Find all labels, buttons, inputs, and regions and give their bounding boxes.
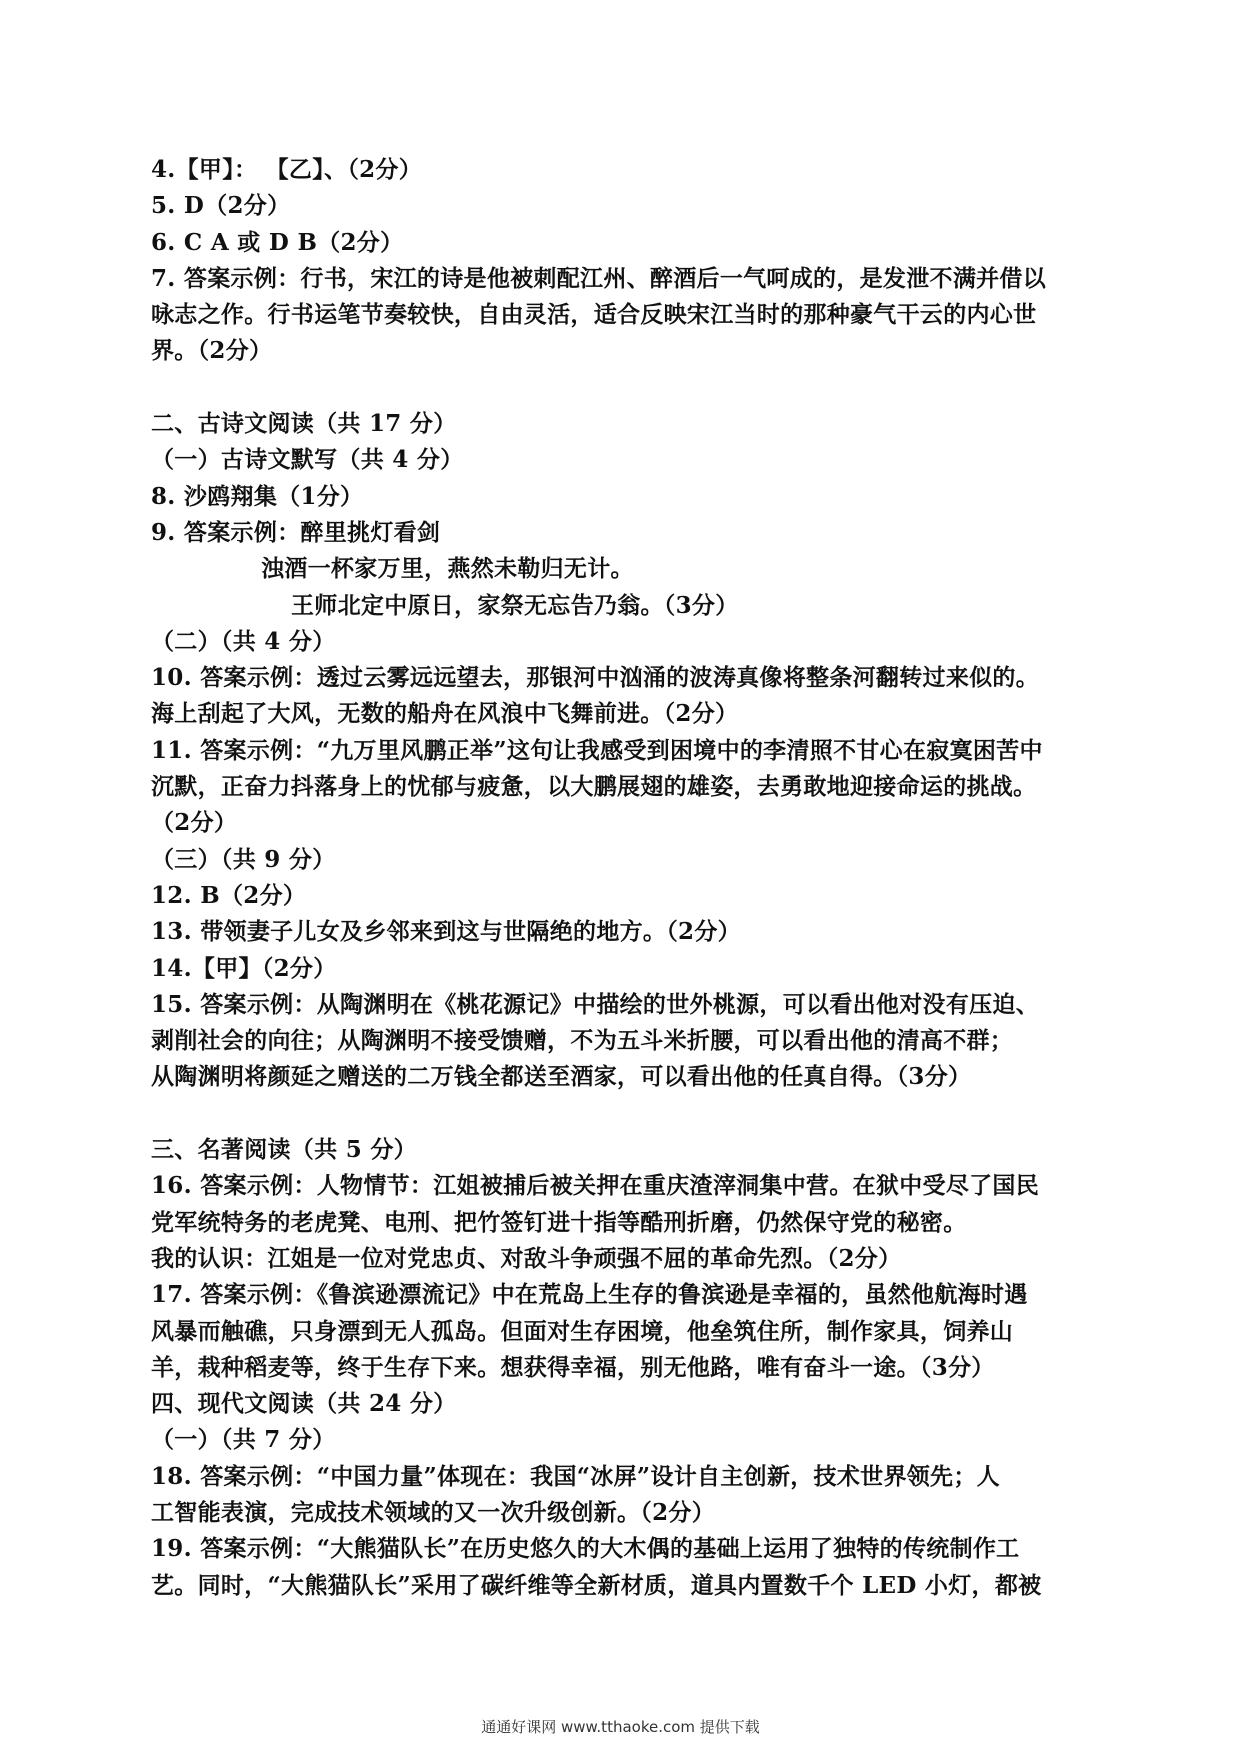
answer-q6: 6. C A 或 D B（2分） <box>151 228 404 256</box>
answer-q16-line2: 党军统特务的老虎凳、电刑、把竹签钉进十指等酷刑折磨，仍然保守党的秘密。 <box>151 1208 967 1236</box>
blank-line <box>151 1096 1111 1132</box>
answer-q15-line3: 从陶渊明将颜延之赠送的二万钱全都送至酒家，可以看出他的任真自得。（3分） <box>151 1063 972 1091</box>
answer-q4: 4.【甲】： 【乙】、（2分） <box>151 156 423 183</box>
answer-q11-line2: 沉默，正奋力抖落身上的忧郁与疲惫，以大鹏展翅的雄姿，去勇敢地迎接命运的挑战。 <box>151 773 1037 801</box>
answer-q7-line3: 界。（2分） <box>151 337 273 365</box>
answer-q11-line1: 11. 答案示例：“九万里风鹏正举”这句让我感受到困境中的李清照不甘心在寂寞困苦中 <box>151 736 1043 764</box>
answer-q10-line1: 10. 答案示例：透过云雾远远望去，那银河中汹涌的波涛真像将整条河翻转过来似的。 <box>151 664 1040 692</box>
answer-q13: 13. 带领妻子儿女及乡邻来到这与世隔绝的地方。（2分） <box>151 918 741 946</box>
subsection-2-1-heading: （一）古诗文默写（共 4 分） <box>151 446 464 474</box>
answer-q16-line1: 16. 答案示例：人物情节：江姐被捕后被关押在重庆渣滓洞集中营。在狱中受尽了国民 <box>151 1172 1040 1200</box>
answer-q9-line3: 王师北定中原日，家祭无忘告乃翁。（3分） <box>291 591 739 619</box>
answer-q10-line2: 海上刮起了大风，无数的船舟在风浪中飞舞前进。（2分） <box>151 700 739 728</box>
section-4-heading: 四、现代文阅读（共 24 分） <box>151 1390 457 1418</box>
answer-q17-line1: 17. 答案示例：《鲁滨逊漂流记》中在荒岛上生存的鲁滨逊是幸福的，虽然他航海时遇 <box>151 1281 1028 1309</box>
answer-q17-line3: 羊，栽种稻麦等，终于生存下来。想获得幸福，别无他路，唯有奋斗一途。（3分） <box>151 1353 995 1381</box>
answer-q9-line2: 浊酒一杯家万里，燕然未勒归无计。 <box>261 555 634 583</box>
subsection-2-2-heading: （二）（共 4 分） <box>151 627 336 655</box>
answer-q9-line1: 9. 答案示例：醉里挑灯看剑 <box>151 518 441 546</box>
answer-q18-line1: 18. 答案示例：“中国力量”体现在：我国“冰屏”设计自主创新，技术世界领先；人 <box>151 1462 1000 1490</box>
answer-q19-line2: 艺。同时，“大熊猫队长”采用了碳纤维等全新材质，道具内置数千个 LED 小灯，都被 <box>151 1571 1042 1599</box>
section-2-heading: 二、古诗文阅读（共 17 分） <box>151 410 457 438</box>
answer-q11-line3: （2分） <box>151 809 238 837</box>
answer-q15-line2: 剥削社会的向往；从陶渊明不接受馈赠，不为五斗米折腰，可以看出他的清高不群； <box>151 1027 1014 1055</box>
answer-q18-line2: 工智能表演，完成技术领域的又一次升级创新。（2分） <box>151 1498 716 1526</box>
answer-q14: 14.【甲】（2分） <box>151 954 337 982</box>
answer-q7-line2: 咏志之作。行书运笔节奏较快，自由灵活，适合反映宋江当时的那种豪气干云的内心世 <box>151 301 1037 329</box>
answer-q17-line2: 风暴而触礁，只身漂到无人孤岛。但面对生存困境，他垒筑住所，制作家具，饲养山 <box>151 1317 1014 1345</box>
answer-document <box>151 152 1111 1604</box>
blank-line <box>151 370 1111 406</box>
subsection-2-3-heading: （三）（共 9 分） <box>151 845 336 873</box>
answer-q5: 5. D（2分） <box>151 192 291 220</box>
answer-q8: 8. 沙鸥翔集（1分） <box>151 482 364 510</box>
download-source-footer: 通通好课网 www.tthaoke.com 提供下载 <box>481 1718 760 1736</box>
answer-q7-line1: 7. 答案示例：行书，宋江的诗是他被刺配江州、醉酒后一气呵成的，是发泄不满并借以 <box>151 264 1047 292</box>
answer-q12: 12. B（2分） <box>151 881 307 909</box>
section-3-heading: 三、名著阅读（共 5 分） <box>151 1136 417 1164</box>
answer-q16-line3: 我的认识：江姐是一位对党忠贞、对敌斗争顽强不屈的革命先烈。（2分） <box>151 1244 902 1272</box>
answer-q19-line1: 19. 答案示例：“大熊猫队长”在历史悠久的大木偶的基础上运用了独特的传统制作工 <box>151 1535 1020 1563</box>
subsection-4-1-heading: （一）（共 7 分） <box>151 1426 336 1454</box>
answer-q15-line1: 15. 答案示例：从陶渊明在《桃花源记》中描绘的世外桃源，可以看出他对没有压迫、 <box>151 990 1040 1018</box>
